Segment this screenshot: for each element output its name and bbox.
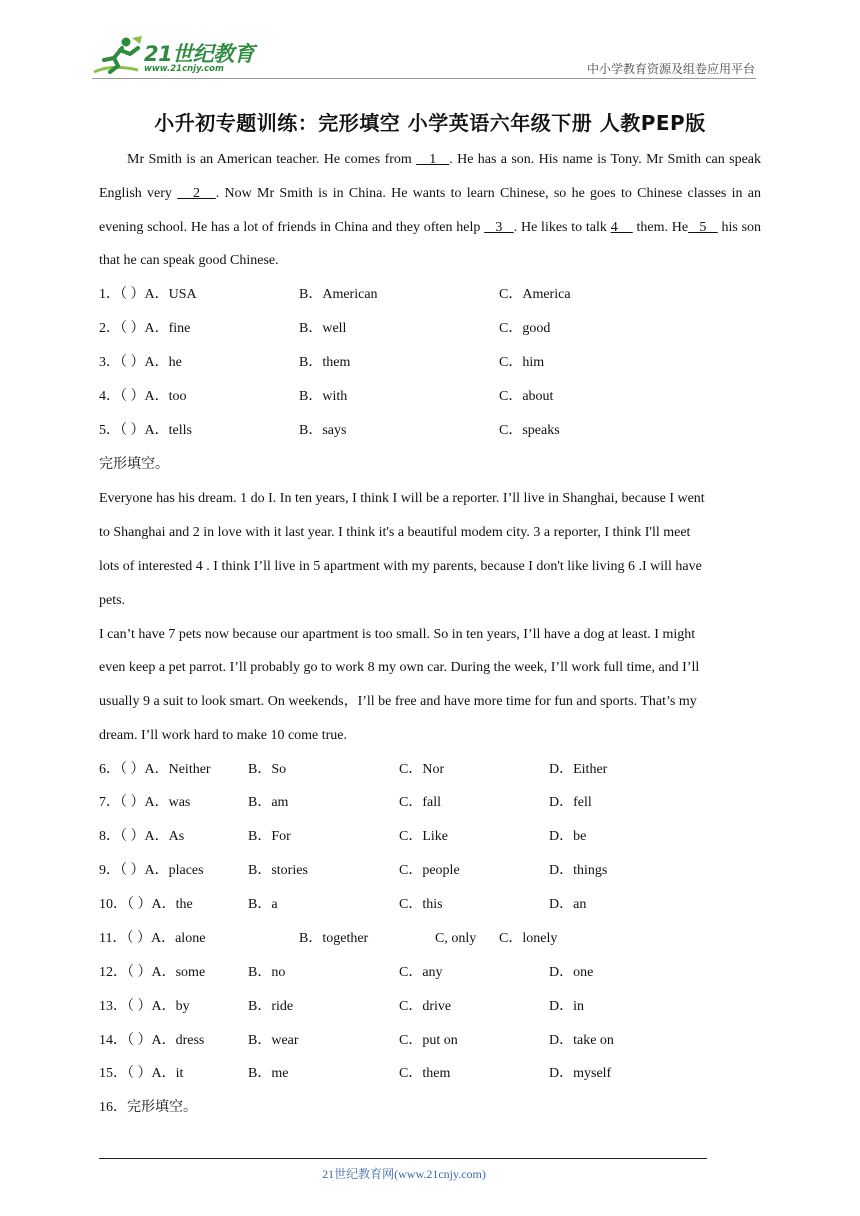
question-row xyxy=(99,1057,761,1091)
blank-3: 3 xyxy=(484,219,514,235)
question-option-c: C．him xyxy=(499,355,545,370)
question-option-b: B．a xyxy=(248,897,278,912)
header-divider xyxy=(92,78,756,79)
question-row xyxy=(99,922,761,956)
question-option-b: B．ride xyxy=(248,999,294,1014)
footer-divider xyxy=(99,1158,707,1159)
question-option-d: D．one xyxy=(549,965,594,980)
blank-4: 4 xyxy=(610,219,633,235)
question-option-a: 2．（ ）A．fine xyxy=(99,321,191,336)
question-option-d: D．things xyxy=(549,863,608,878)
blank-2: 2 xyxy=(177,185,216,201)
question-option-b: B．together xyxy=(299,931,369,946)
question-option-b: B．stories xyxy=(248,863,308,878)
page-title: 小升初专题训练：完形填空 小学英语六年级下册 人教PEP版 xyxy=(154,111,706,135)
question-option-b: B．So xyxy=(248,762,287,777)
question-option-d: D．take on xyxy=(549,1033,614,1048)
question-option-a: 15．（ ）A．it xyxy=(99,1066,184,1081)
question-option-b: B．no xyxy=(248,965,286,980)
question-option-d: D．Either xyxy=(549,762,608,777)
question-row xyxy=(99,956,761,990)
question-option-c: C．them xyxy=(399,1066,451,1081)
site-logo xyxy=(92,34,262,78)
passage-2-line: lots of interested 4 . I think I’ll live in 5 apartment with my parents, because I don't like living 6 .I will have xyxy=(99,559,702,574)
question-option-c: C．good xyxy=(499,321,551,336)
passage-1 xyxy=(99,143,761,278)
question-option-b: B．American xyxy=(299,287,378,302)
question-option-c: C．Like xyxy=(399,829,448,844)
passage-2-line: to Shanghai and 2 in love with it last year. I think it's a beautiful modem city. 3 a reporter, I think I'll meet xyxy=(99,525,691,540)
question-option-b: B．am xyxy=(248,795,289,810)
passage-2-line: pets. xyxy=(99,593,126,608)
section-label: 完形填空。 xyxy=(99,457,169,472)
question-option-c: C．put on xyxy=(399,1033,458,1048)
passage-2-line: I can’t have 7 pets now because our apartment is too small. So in ten years, I’ll have a dog at least. I might xyxy=(99,627,696,642)
question-option-a: 13．（ ）A．by xyxy=(99,999,190,1014)
question-option-a: 11．（ ）A．alone xyxy=(99,931,206,946)
passage-text: them. He xyxy=(632,219,689,235)
footer-link[interactable]: 21世纪教育网(www.21cnjy.com) xyxy=(322,1167,486,1181)
passage-text: . Now Mr Smith is in China. He wants to learn Chinese, so he goes to Chinese classes in an evening school. He has a lot of friends in China and they often help xyxy=(99,185,762,235)
question-row xyxy=(99,312,761,346)
question-row xyxy=(99,888,761,922)
question-option-b: B．me xyxy=(248,1066,289,1081)
question-row xyxy=(99,278,761,312)
question-option-a: 9．（ ）A．places xyxy=(99,863,204,878)
question-option-c: C．America xyxy=(499,287,571,302)
logo-url: www.21cnjy.com xyxy=(144,64,224,74)
question-option-c: C, only xyxy=(435,931,477,946)
passage-text: his son that he can speak good Chinese. xyxy=(99,219,762,269)
question-option-c: C．this xyxy=(399,897,443,912)
question-option-a: 10．（ ）A．the xyxy=(99,897,193,912)
question-option-d: D．in xyxy=(549,999,584,1014)
passage-2-line: even keep a pet parrot. I’ll probably go to work 8 my own car. During the week, I’ll work full time, and I’ll xyxy=(99,660,700,675)
question-row xyxy=(99,820,761,854)
question-option-b: B．with xyxy=(299,389,348,404)
question-option-b: B．wear xyxy=(248,1033,299,1048)
question-option-d: D．be xyxy=(549,829,587,844)
platform-label: 中小学教育资源及组卷应用平台 xyxy=(586,62,755,76)
section-label: 16．完形填空。 xyxy=(99,1100,197,1115)
passage-text: Mr Smith is an American teacher. He comes from xyxy=(127,152,417,167)
question-option-d: D．an xyxy=(549,897,587,912)
question-option-d: D．myself xyxy=(549,1066,612,1081)
passage-2-line: dream. I’ll work hard to make 10 come true. xyxy=(99,728,348,743)
question-row xyxy=(99,786,761,820)
question-option-a: 7．（ ）A．was xyxy=(99,795,191,810)
blank-1: 1 xyxy=(416,152,450,167)
question-option-c: C．people xyxy=(399,863,460,878)
question-option-a: 14．（ ）A．dress xyxy=(99,1033,205,1048)
question-option-a: 1．（ ）A．USA xyxy=(99,287,197,302)
question-row xyxy=(99,1024,761,1058)
passage-text: . He has a son. His name is Tony. Mr Smith can speak English very xyxy=(99,152,761,201)
question-option-a: 5．（ ）A．tells xyxy=(99,423,192,438)
blank-5: 5 xyxy=(688,219,718,235)
question-option-c: C．drive xyxy=(399,999,452,1014)
question-row xyxy=(99,346,761,380)
question-option-b: B．For xyxy=(248,829,291,844)
question-option-b: B．says xyxy=(299,423,347,438)
question-row xyxy=(99,753,761,787)
question-option-a: 8．（ ）A．As xyxy=(99,829,185,844)
passage-2-line: Everyone has his dream. 1 do I. In ten years, I think I will be a reporter. I’ll live in Shanghai, because I went xyxy=(99,491,705,506)
question-option-a: 4．（ ）A．too xyxy=(99,389,187,404)
question-option-d: C．lonely xyxy=(499,931,558,946)
question-option-a: 12．（ ）A．some xyxy=(99,965,206,980)
question-option-a: 3．（ ）A．he xyxy=(99,355,182,370)
passage-2-line: usually 9 a suit to look smart. On weekends，I’ll be free and have more time for fun and sports. That’s my xyxy=(99,694,697,709)
question-row xyxy=(99,380,761,414)
question-option-b: B．them xyxy=(299,355,351,370)
question-row xyxy=(99,414,761,448)
question-option-b: B．well xyxy=(299,321,347,336)
question-option-d: D．fell xyxy=(549,795,592,810)
question-option-c: C．Nor xyxy=(399,762,445,777)
question-option-c: C．fall xyxy=(399,795,441,810)
question-option-c: C．speaks xyxy=(499,423,560,438)
runner-icon xyxy=(92,34,144,78)
question-option-a: 6．（ ）A．Neither xyxy=(99,762,211,777)
question-option-c: C．any xyxy=(399,965,443,980)
logo-text: 21世纪教育 xyxy=(144,42,255,66)
passage-text: . He likes to talk xyxy=(513,219,611,235)
question-row xyxy=(99,854,761,888)
page-header xyxy=(0,0,860,80)
question-option-c: C．about xyxy=(499,389,554,404)
question-row xyxy=(99,990,761,1024)
